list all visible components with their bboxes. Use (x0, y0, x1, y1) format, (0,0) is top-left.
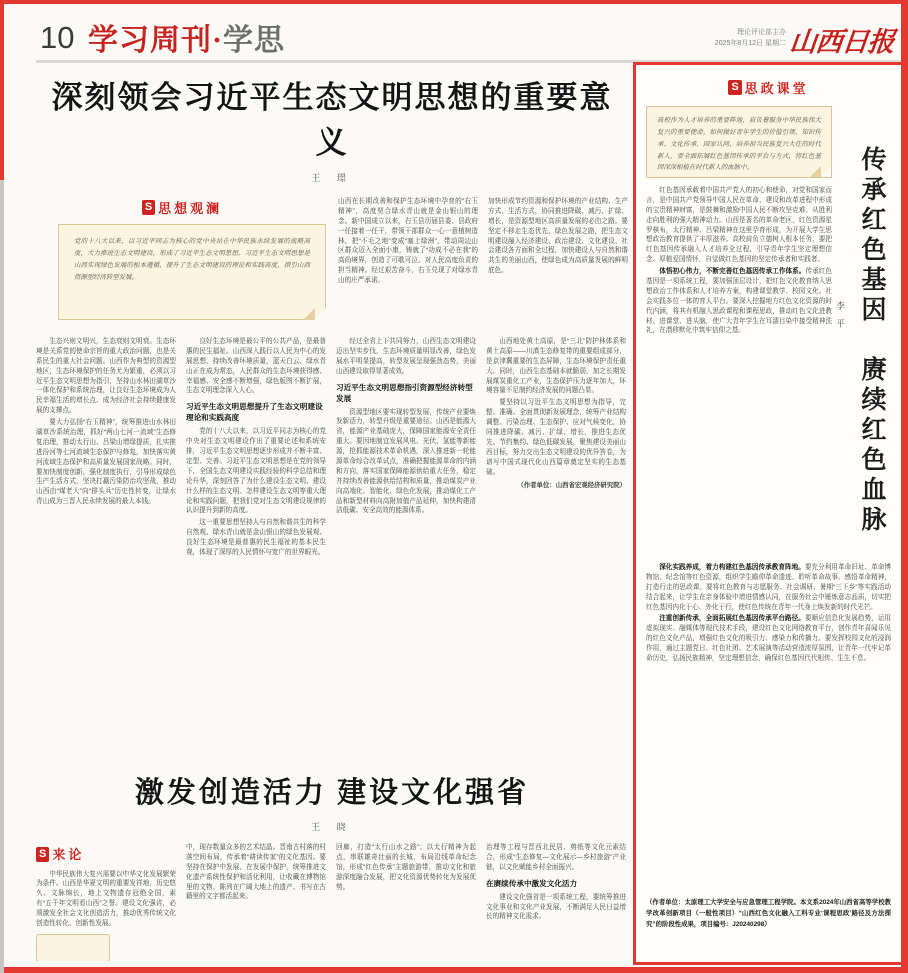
paragraph (646, 267, 832, 336)
feature-quote-box: 高校作为人才培养的重要阵地，肩负着服务中华民族伟大复兴的重要使命，如何做好青年学生的价值引领、知识传承、文化传承、国家认同，培养担当民族复兴大任的时代新人，要全面拓展红色基因传承的平台与方式，将红色基因深深根植在时代新人的血脉中。 (646, 106, 832, 178)
feature-body-bottom (646, 563, 891, 893)
article-culture (36, 770, 628, 967)
section-title-gray: 学思 (223, 24, 286, 57)
article-ecology-top-row (36, 197, 628, 329)
article-culture-columns (36, 843, 628, 961)
paragraph: 良好生态环境是最公平的公共产品，是最普惠的民生福祉。山西深入践行以人民为中心的发展思想，持续改善环境质量，蓝天白云、绿水青山正在成为常态，人民群众的生态环境获得感、幸福感、安全感不断增强，绿色版图不断扩展，生态文明理念深入人心。 (186, 338, 326, 395)
column (186, 843, 326, 961)
bold-lead: 注重创新传承，全面拓展红色基因传承平台路径。 (659, 615, 805, 623)
intro-block (36, 197, 328, 329)
paragraph: 红色基因承载着中国共产党人的初心和使命，对党和国家而言，是中国共产党领导中国人民在革命、建设和改革进程中形成的宝贵精神财富，是鼓舞和激励中国人民不断攻坚克难、从胜利走向胜利的强大精神动力。山西是著名的革命老区，红色资源星罗棋布，太行精神、吕梁精神在这里孕育形成，为开展大学生思想政治教育提供了丰厚滋养。高校肩负立德树人根本任务，要把红色基因传承融入人才培养全过程，引导青年学生坚定理想信念、厚植爱国情怀，自觉做红色基因的坚定传承者和实践者。 (646, 187, 832, 264)
organizer-line: 理论评论部主办 (737, 29, 786, 36)
feature-author: 李 平 (835, 301, 845, 331)
feature-title-strip (832, 106, 891, 558)
column (488, 197, 628, 329)
paragraph-text: 要顺应信息化发展趋势，运用虚拟现实、融媒体等现代技术手段，建设红色文化网络教育平台，创作青年喜闻乐见的红色文化产品，增强红色文化的吸引力、感染力和传播力。要发挥校园文化的浸润作用，通过主题党日、红色社团、艺术展演等活动营造浓厚氛围，让青年一代牢记革命历史，弘扬民族精神，坚定理想信念，确保红色基因代代相传、生生不息。 (646, 615, 891, 663)
article-ecology-title: 深刻领会习近平生态文明思想的重要意义 (51, 80, 613, 160)
paragraph: 治理等工程与晋西北民居、剪纸等文化元素结合，形成“生态修复—文化展示—乡村旅游”产业链，以文化赋能乡村全面振兴。 (486, 844, 626, 871)
feature-box-red (633, 62, 904, 965)
paragraph: 经过全省上下共同努力，山西生态文明建设迈出坚实步伐，生态环境质量明显改善，绿色发展水平明显提高，转型发展呈现强劲态势，美丽山西建设取得显著成效。 (336, 338, 476, 375)
section-title-red: 学习周刊· (88, 24, 224, 57)
paragraph: 党的十八大以来，以习近平同志为核心的党中央对生态文明建设作出了重要论述和系统安排，习近平生态文明思想逐步形成并不断丰富、定型、完善。习近平生态文明思想是在党的领导下，全国生态文明建设实践经验的科学总结和理论升华，深刻回答了为什么建设生态文明、建设什么样的生态文明、怎样建设生态文明等重大理论和实践问题，把我们党对生态文明建设规律的认识提升到新的高度。 (186, 428, 326, 515)
section-label-sixiangguanlan (142, 198, 222, 217)
page-border-top (0, 0, 908, 4)
paragraph: 山西地处黄土高原，是“三北”防护林体系和黄土高原——川滇生态修复带的重要组成部分，是京津冀重要的生态屏障，生态环境保护责任重大。同时，山西生态基础本就脆弱，加之长期发展煤炭重化工产业，生态保护压力逐年加大，环境容量不足制约经济发展的问题凸显。 (486, 338, 626, 395)
subheading: 习近平生态文明思想指引资源型经济转型发展 (336, 382, 473, 403)
page-edge-left (0, 180, 4, 973)
column (336, 843, 476, 961)
article-ecology-columns (36, 337, 628, 766)
article-ecology (36, 72, 628, 766)
section-label-text: 思想观澜 (158, 201, 223, 216)
feature-left-column (646, 106, 832, 558)
feature-vertical-title: 传承红色基因 赓续红色血脉 (858, 146, 885, 536)
s-badge-icon: S (142, 200, 155, 215)
column (486, 337, 626, 766)
s-badge-icon: S (728, 80, 741, 95)
section-label-sizhengketang (728, 78, 808, 97)
article-culture-author: 王 晓 (311, 822, 353, 832)
column (486, 843, 626, 961)
page-border-right (901, 0, 908, 973)
section-label-text: 来论 (52, 847, 85, 862)
article-culture-title: 激发创造活力 建设文化强省 (134, 777, 530, 809)
quote-box-stub (36, 934, 110, 961)
feature-footnote: （作者单位：太原理工大学安全与应急管理工程学院。本文系2024年山西省高等学校教学改革创新项目（一般性项目）“山西红色文化融入工科专业‘课程思政’路径及方法探究”的阶段性成果，项目编号：J20240298） (646, 899, 891, 928)
newspaper-masthead: 山西日报 (788, 27, 896, 57)
intro-quote-box: 党的十八大以来，以习近平同志为核心的党中央站在中华民族永续发展的战略高度，大力推进生态文明建设，形成了习近平生态文明思想。习近平生态文明思想是山西实现绿色发展的根本遵循，提升了生态文明建设的理论和实践高度，指引山西资源型经济转型发展。 (58, 224, 326, 320)
bold-lead: 深化实践养成，着力构建红色基因传承教育阵地。 (659, 564, 805, 571)
column (36, 843, 176, 961)
paragraph: 资源型地区要实现转型发展，传统产业要焕发新活力，转型升级是重要途径。山西是能源大省，能源产业基础庞大，保障国家能源安全责任重大。要因地制宜发展风电、光伏、氢能等新能源，抢抓能源技术革命机遇，深入推进新一轮能源革命综合改革试点，准确把握能源革命的内涵和方向，落实国家保障能源供给重大任务，稳定并持续改善能源供给结构和质量，推动煤炭产业向高端化、智能化、绿色化发展，推动煤化工产品和新型材料向高附加值产品延伸，加快构建清洁低碳、安全高效的能源体系。 (336, 408, 476, 515)
paragraph: 山西在长期改善和保护生态环境中孕育的“右玉精神”，高度契合绿水青山就是金山银山的理念。新中国成立以来，右玉县历届县委、县政府一任接着一任干，带领干部群众一心一意植树造林，把“不毛之地”变成“塞上绿洲”，带动周边山区群众迈入全面小康，铸就了“功成不必在我”的高尚境界，创造了可歌可泣、对人民高度负责的担当精神。经过艰苦奋斗，右玉兑现了对绿水青山的庄严承诺。 (338, 198, 478, 285)
bold-lead: 体悟初心伟力，不断完善红色基因传承工作体系。 (659, 268, 806, 276)
page-number: 10 (40, 20, 75, 55)
section-masthead (88, 15, 285, 59)
date-line: 2025年8月12日 星期二 (714, 40, 786, 48)
feature-body-top (646, 186, 832, 558)
paragraph: 这一重要思想坚持人与自然和谐共生的科学自然观、绿水青山就是金山银山的绿色发展观、良好生态环境是最普惠的民生福祉的基本民生观，体现了深厚的人民情怀与宽广的世界眼光。 (186, 519, 326, 557)
subheading: 在赓续传承中激发文化活力 (486, 878, 578, 888)
paragraph-text: 要充分利用革命旧址、革命博物馆、纪念馆等红色资源，组织学生瞻仰革命遗迹、聆听革命故事、感悟革命精神，打造行走的思政课。要将红色教育与志愿服务、社会调研、暑期“三下乡”等实践活动结合起来，让学生在亲身体验中增进情感认同，在服务社会中锤炼意志品质，切实把红色基因内化于心、外化于行，使红色传统在青年一代身上焕发新的时代光芒。 (646, 564, 891, 611)
page-border-bottom (0, 967, 908, 973)
paragraph: 中，现存数量众多的艺术结晶。晋南古村落的村落空间布局，传承着“耕读传家”的文化基因。要坚持在保护中发展、在发展中保护，统筹推进文化遗产系统性保护和活化利用，让收藏在博物馆里的文物、陈列在广阔大地上的遗产、书写在古籍里的文字都活起来。 (186, 844, 326, 901)
column (336, 337, 476, 766)
article-ecology-author: 王 璟 (311, 173, 353, 183)
column (186, 337, 326, 766)
feature-main (646, 106, 891, 558)
paragraph: 加快形成节约资源和保护环境的产业结构、生产方式、生活方式，协同推进降碳、减污、扩绿、增长，是资源型地区高质量发展的必由之路。要坚定不移走生态优先、绿色发展之路，把生态文明建设融入经济建设、政治建设、文化建设、社会建设各方面和全过程，加快建设人与自然和谐共生的美丽山西，使绿色成为高质量发展的鲜明底色。 (488, 198, 628, 275)
paragraph: 中华民族伟大复兴需要以中华文化发展繁荣为条件。山西是华夏文明的重要发祥地，历史悠久、文脉绵长，地上文物遗存冠绝全国，素有“五千年文明看山西”之誉。建设文化强省，必须激发全社会文化创造活力，推动优秀传统文化创造性转化、创新性发展。 (36, 870, 176, 927)
s-badge-icon: S (36, 847, 49, 862)
paragraph: 要坚持以习近平生态文明思想为指导，完整、准确、全面贯彻新发展理念，统筹产业结构调整、污染治理、生态保护、应对气候变化，协同推进降碳、减污、扩绿、增长，推进生态优先、节约集约、绿色低碳发展，聚焦建设美丽山西目标，努力交出生态文明建设的优异答卷，为谱写中国式现代化山西篇章奠定坚实的生态基础。 (486, 399, 626, 476)
column (36, 337, 176, 766)
subheading: 习近平生态文明思想提升了生态文明建设理论和实践高度 (186, 402, 323, 423)
paragraph: 要大力弘扬“右玉精神”，统筹推进山水林田湖草沙系统治理，抓好“两山七河一流域”生态修复治理，推动太行山、吕梁山增绿提质，扎实推进汾河等七河流域生态保护与修复，加快落实黄河流域生态保护和高质量发展国家战略。同时，要加快制度创新，强化制度执行，引导形成绿色生产生活方式，坚决打赢污染防治攻坚战，推动山西由“煤老大”向“排头兵”历史性转变，让绿水青山成为三晋人民永续发展的最大本钱。 (36, 419, 176, 506)
paragraph-text: 传承红色基因是一项系统工程，要加强顶层设计，把红色文化教育纳入思想政治工作体系和人才培养方案，构建课堂教学、校园文化、社会实践多位一体的育人平台。要深入挖掘地方红色文化资源的时代内涵，将其有机融入思政课程和课程思政，推动红色文化进教材、进课堂、进头脑，使广大青年学生在耳濡目染中接受精神洗礼，在潜移默化中筑牢信仰之基。 (646, 268, 832, 335)
section-label-text: 思政课堂 (744, 81, 809, 96)
paragraph: 建设文化强省是一项系统工程，要统筹推进文化事业和文化产业发展，不断满足人民日益增长的精神文化需求。 (486, 893, 626, 921)
paragraph: 回廊，打造“太行山水之路”；以太行精神为起点，串联雄奇壮丽的长城，布局沿线革命纪念馆，形成“红色传承”主题旅游带，推动文化和旅游深度融合发展，把文化资源优势转化为发展优势。 (336, 844, 476, 891)
paragraph: 生态兴则文明兴，生态衰则文明衰。生态环境是关系党的使命宗旨的重大政治问题，也是关系民生的重大社会问题。山西作为典型的资源型地区，生态环境保护的任务尤为繁重，必须以习近平生态文明思想为指引，坚持山水林田湖草沙一体化保护和系统治理，让良好生态环境成为人民幸福生活的增长点、成为经济社会持续健康发展的支撑点。 (36, 338, 176, 415)
author-affiliation: （作者单位：山西省宏观经济研究院） (517, 482, 626, 490)
page-border-left (0, 0, 4, 180)
paragraph (646, 614, 891, 663)
publication-info (715, 27, 786, 49)
section-label-lailun (36, 845, 84, 865)
column (338, 197, 478, 329)
